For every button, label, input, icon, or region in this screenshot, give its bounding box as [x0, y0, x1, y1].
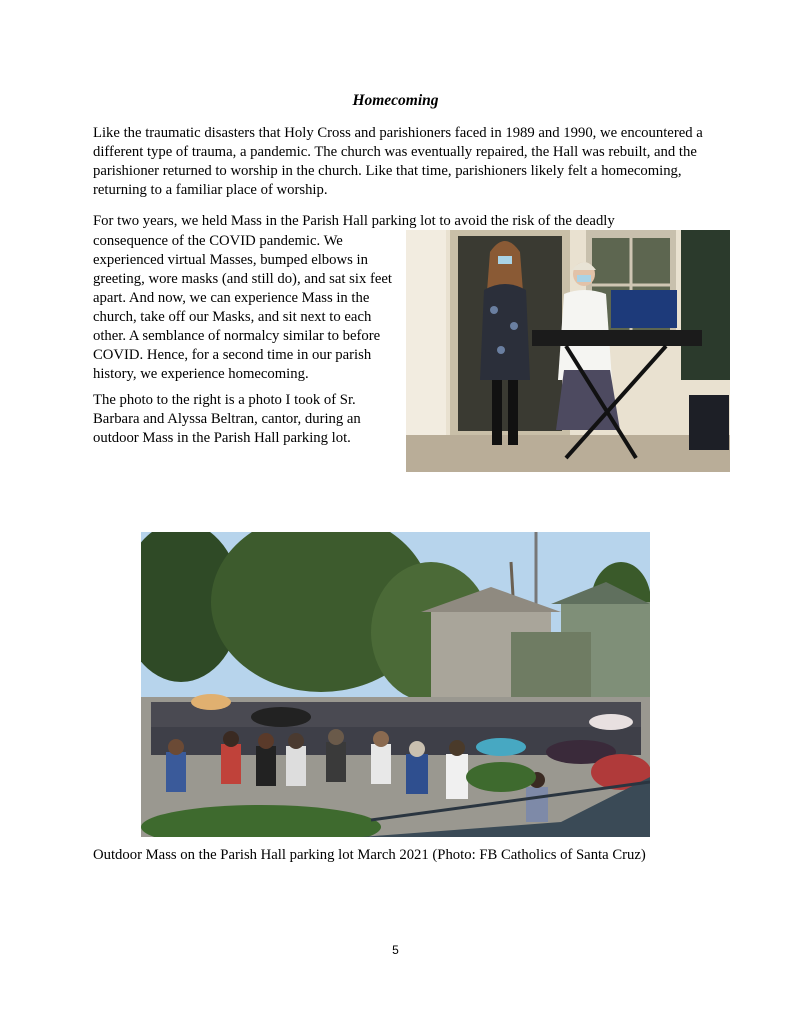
photo-caption: Outdoor Mass on the Parish Hall parking lot March 2021 (Photo: FB Catholics of Santa Cruz) — [93, 847, 646, 863]
photo-cantor-and-keyboardist — [406, 230, 730, 472]
page-number: 5 — [392, 943, 399, 957]
paragraph-mass-first-line: For two years, we held Mass in the Parish Hall parking lot to avoid the risk of the deadly — [93, 213, 615, 229]
photo-outdoor-mass — [141, 532, 650, 837]
paragraph-mass-continued: consequence of the COVID pandemic. We experienced virtual Masses, bumped elbows in greeting, wore masks (and still do), and sat six feet apart. And now, we can experience Mass in the church, take off our Masks, and sit next to each other. A semblance of normalcy similar to before COVID. Hence, for a second time in our parish history, we experience homecoming. — [93, 233, 392, 382]
paragraph-intro: Like the traumatic disasters that Holy Cross and parishioners faced in 1989 and 1990, we encountered a different type of trauma, a pandemic. The church was eventually repaired, the Hall was rebuilt, and the parishioner returned to worship in the church. Like that time, parishioners likely felt a homecoming, returning to a familiar place of worship. — [93, 125, 703, 198]
page-title: Homecoming — [352, 92, 439, 109]
paragraph-photo-description: The photo to the right is a photo I took of Sr. Barbara and Alyssa Beltran, cantor, during an outdoor Mass in the Parish Hall parking lot. — [93, 392, 361, 446]
